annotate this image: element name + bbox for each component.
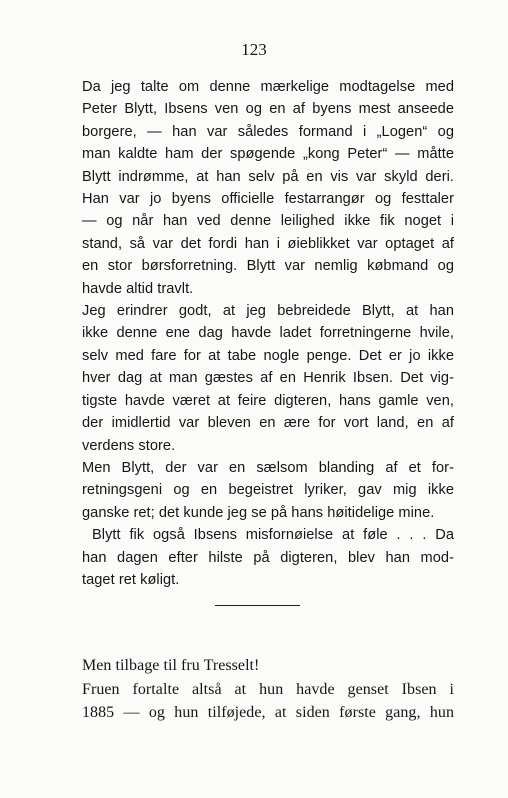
paragraph-5	[82, 654, 454, 678]
text-line: 1885 — og hun tilføjede, at siden første gang, hun	[82, 704, 454, 721]
text-line: Blytt indrømme, at han selv på en vis var skyld deri.	[82, 168, 454, 185]
text-line: en stor børsforretning. Blytt var nemlig købmand og	[82, 258, 454, 275]
text-line: man kaldte ham der spøgende „kong Peter“ — måtte	[82, 146, 454, 163]
text-line: tigste havde været at feire digteren, hans gamle ven,	[82, 392, 454, 409]
text-line: ikke denne ene dag havde ladet forretningerne hvile,	[82, 325, 454, 342]
paragraph-1	[82, 76, 454, 300]
section-divider	[215, 605, 300, 606]
text-line: verdens store.	[82, 437, 176, 454]
text-line: hver dag at man gæstes af en Henrik Ibsen. Det vig-	[82, 370, 454, 387]
text-line: Blytt fik også Ibsens misfornøielse at føle . . . Da	[92, 527, 454, 544]
main-text	[82, 76, 454, 591]
text-line: han dagen efter hilste på digteren, blev han mod-	[82, 549, 454, 566]
text-line: — og når han ved denne leilighed ikke fik noget i	[82, 213, 454, 230]
text-line: Peter Blytt, Ibsens ven og en af byens mest anseede	[82, 101, 454, 118]
text-line: taget ret køligt.	[82, 571, 180, 588]
paragraph-2	[82, 300, 454, 457]
text-line: Men Blytt, der var en sælsom blanding af et for-	[82, 459, 454, 476]
text-line: selv med fare for at tabe nogle penge. Det er jo ikke	[82, 347, 454, 364]
text-line: stand, så var det fordi han i øieblikket var optaget af	[82, 235, 454, 252]
text-line: Men tilbage til fru Tresselt!	[82, 657, 260, 674]
paragraph-4	[82, 524, 454, 591]
text-line: Jeg erindrer godt, at jeg bebreidede Blytt, at han	[82, 303, 454, 320]
text-line: Fruen fortalte altså at hun havde genset Ibsen i	[82, 680, 454, 698]
text-line: der imidlertid var bleven en ære for vort land, en af	[82, 415, 454, 432]
continuation-text	[82, 654, 454, 725]
text-line: ganske ret; det kunde jeg se på hans høitidelige mine.	[82, 504, 435, 521]
paragraph-6	[82, 678, 454, 725]
page-number: 123	[241, 40, 267, 59]
text-line: Da jeg talte om denne mærkelige modtagelse med	[82, 79, 454, 95]
text-line: borgere, — han var således formand i „Logen“ og	[82, 123, 454, 140]
paragraph-3	[82, 457, 454, 524]
text-line: retningsgeni og en begeistret lyriker, gav mig ikke	[82, 482, 454, 499]
text-line: Han var jo byens officielle festarrangør og festtaler	[82, 191, 454, 208]
text-line: havde altid travlt.	[82, 280, 194, 297]
